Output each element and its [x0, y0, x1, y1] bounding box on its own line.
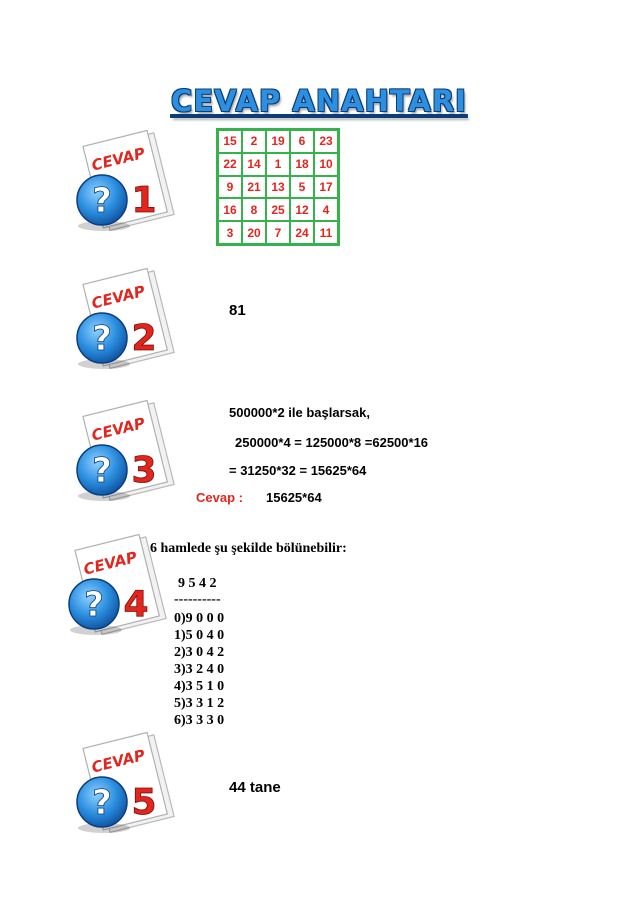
answer-4-step: 2)3 0 4 2	[174, 645, 225, 660]
answer-4-step: 3)3 2 4 0	[174, 662, 225, 677]
answer-4-step: 4)3 5 1 0	[174, 679, 225, 694]
magic-square-cell: 2	[243, 131, 265, 152]
answer-number: 2	[131, 318, 157, 359]
magic-square-cell: 16	[219, 199, 241, 220]
answer-3-cevap-value: 15625*64	[266, 490, 322, 505]
magic-square-cell: 8	[243, 199, 265, 220]
magic-square-cell: 21	[243, 177, 265, 198]
answer-4-steps	[174, 610, 224, 729]
magic-square-grid	[216, 128, 340, 246]
answer-3-line-2: 250000*4 = 125000*8 =62500*16	[235, 435, 429, 450]
answer-4-step: 5)3 3 1 2	[174, 696, 225, 711]
answer-3-cevap-label: Cevap :	[196, 490, 243, 505]
magic-square-cell: 25	[267, 199, 289, 220]
answer-3-line-1: 500000*2 ile başlarsak,	[229, 405, 370, 420]
cevap-text: CEVAP	[89, 143, 147, 175]
cevap-3-icon	[70, 398, 180, 508]
answer-4-step: 1)5 0 4 0	[174, 628, 225, 643]
cevap-text: CEVAP	[89, 281, 147, 313]
magic-square-cell: 10	[315, 154, 337, 175]
cevap-text: CEVAP	[81, 547, 139, 579]
cevap-5-icon	[70, 730, 180, 840]
answer-5-value: 44 tane	[229, 779, 281, 796]
magic-square-cell: 1	[267, 154, 289, 175]
svg-text:?: ?	[92, 451, 112, 491]
magic-square-cell: 15	[219, 131, 241, 152]
magic-square-cell: 18	[291, 154, 313, 175]
answer-number: 5	[131, 782, 157, 823]
answer-4-header: 9 5 4 2	[178, 576, 217, 591]
magic-square-cell: 24	[291, 222, 313, 243]
magic-square-cell: 7	[267, 222, 289, 243]
magic-square-cell: 6	[291, 131, 313, 152]
magic-square-cell: 9	[219, 177, 241, 198]
answer-number: 1	[131, 180, 157, 221]
magic-square-cell: 20	[243, 222, 265, 243]
svg-text:?: ?	[84, 585, 104, 625]
magic-square-cell: 4	[315, 199, 337, 220]
magic-square-cell: 5	[291, 177, 313, 198]
magic-square-cell: 19	[267, 131, 289, 152]
answer-4-intro: 6 hamlede şu şekilde bölünebilir:	[150, 541, 347, 556]
magic-square-cell: 22	[219, 154, 241, 175]
answer-4-step: 6)3 3 3 0	[174, 713, 225, 728]
magic-square-cell: 11	[315, 222, 337, 243]
svg-text:?: ?	[92, 181, 112, 221]
magic-square-cell: 13	[267, 177, 289, 198]
svg-text:?: ?	[92, 783, 112, 823]
magic-square-cell: 17	[315, 177, 337, 198]
cevap-1-icon	[70, 128, 180, 238]
answer-number: 4	[123, 584, 149, 625]
answer-4-step: 0)9 0 0 0	[174, 611, 225, 626]
answer-number: 3	[131, 450, 157, 491]
cevap-text: CEVAP	[89, 745, 147, 777]
cevap-2-icon	[70, 266, 180, 376]
cevap-text: CEVAP	[89, 413, 147, 445]
answer-4-divider: ----------	[174, 592, 221, 607]
magic-square-cell: 3	[219, 222, 241, 243]
magic-square-cell: 14	[243, 154, 265, 175]
answer-2-value: 81	[229, 302, 246, 319]
answer-3-line-3: = 31250*32 = 15625*64	[229, 463, 367, 478]
magic-square-cell: 12	[291, 199, 313, 220]
svg-text:?: ?	[92, 319, 112, 359]
page-title: CEVAP ANAHTARI	[171, 84, 467, 118]
magic-square-cell: 23	[315, 131, 337, 152]
